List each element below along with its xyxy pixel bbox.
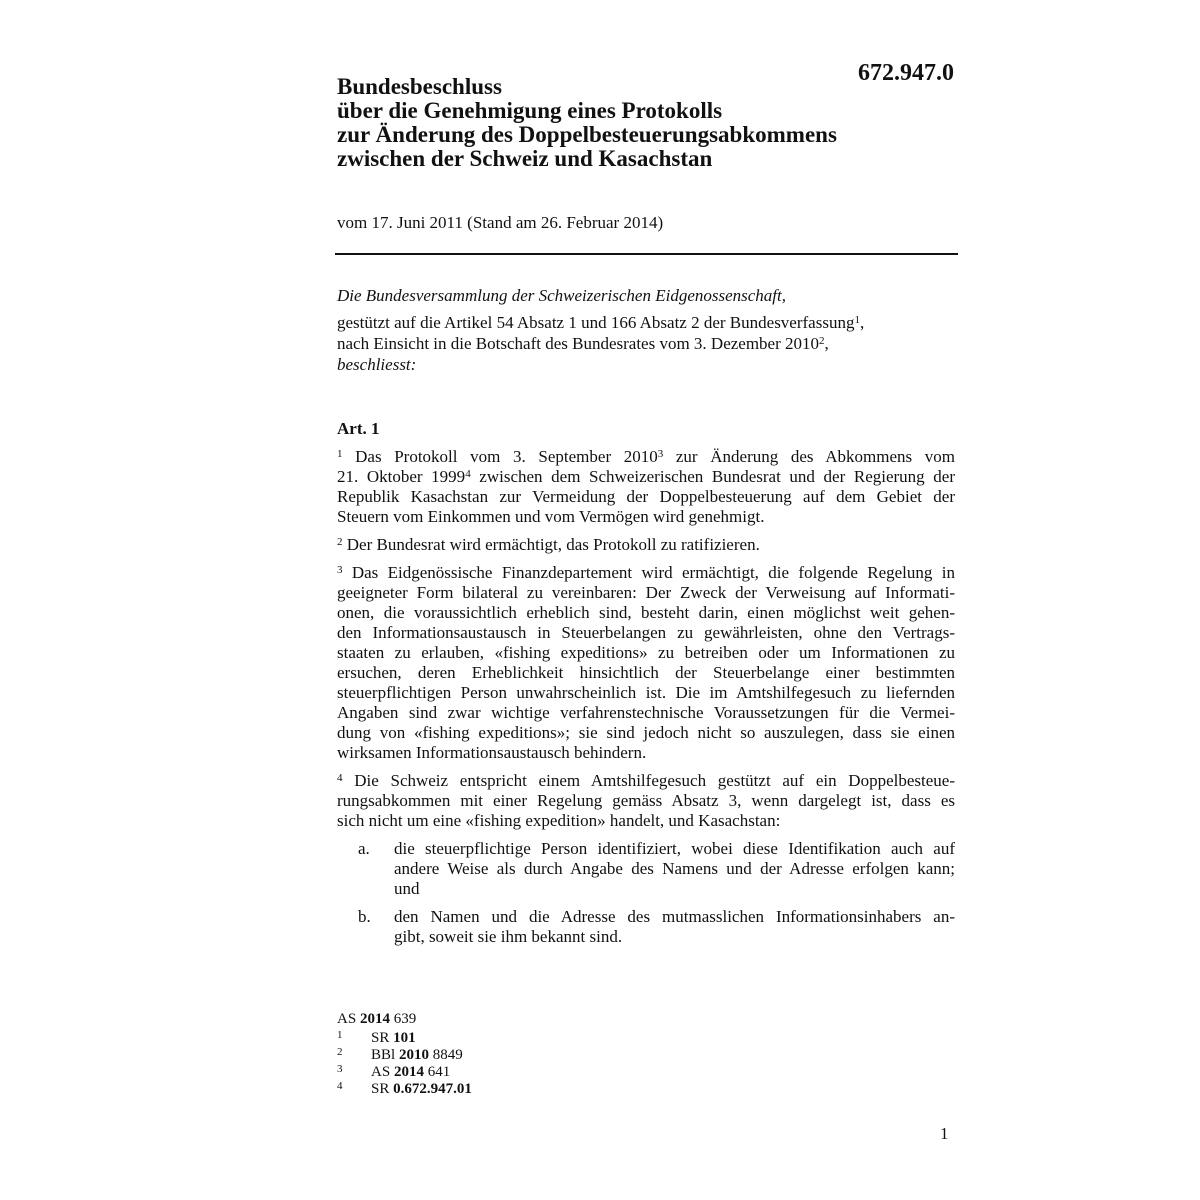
paragraph-3: $^3$ Das Eidgenössische Finanzdepartement wird ermächtigt, die folgende Regelung in geeigneter Form bilateral zu vereinbaren: Der Zweck der Verweisung auf Informati- onen, die voraussichtlich erheblich sind, besteht darin, einen möglichst weit gehen- den Informationsaustausch in Steuerbelangen zu gewährleisten, ohne den Vertrags- staaten zu erlauben, «fishing expeditions» zu betreiben oder um Informationen zu ersuchen, deren Erheblichkeit hinsichtlich der Steuerbelange einer bestimmten steuerpflichtigen Person unwahrscheinlich ist. Die im Amtshilfegesuch zu liefernden Angaben sind zwar wichtige verfahrenstechnische Voraussetzungen für die Vermei- dung von «fishing expeditions»; sie sind jedoch nicht so auszulegen, dass sie einen wirksamen Informationsaustausch behindern. xyxy=(337,563,955,762)
preamble-insight: nach Einsicht in die Botschaft des Bundesrates vom 3. Dezember 2010$^2$, xyxy=(337,334,829,353)
footnote-number: 3 xyxy=(337,1063,343,1075)
list-item: a. die steuerpflichtige Person identifiziert, wobei diese Identifikation auch auf andere Weise als durch Angabe des Namens und der Adresse erfolgen kann; und xyxy=(358,839,955,898)
sr-number: 672.947.0 xyxy=(858,60,954,86)
page-number: 1 xyxy=(940,1124,949,1143)
date-line: vom 17. Juni 2011 (Stand am 26. Februar 2014) xyxy=(337,213,664,232)
list-item: b. den Namen und die Adresse des mutmasslichen Informationsinhabers an- gibt, soweit sie ihm bekannt sind. xyxy=(358,907,955,946)
footnote-item: 3 AS 2014 641 xyxy=(337,1063,451,1080)
document-title xyxy=(337,75,897,171)
preamble-resolves: beschliesst: xyxy=(337,355,417,374)
footnote-ref: 4 xyxy=(465,468,471,480)
paragraph-2: $^2$ Der Bundesrat wird ermächtigt, das Protokoll zu ratifizieren. xyxy=(337,535,760,554)
paragraph-number: 2 xyxy=(337,536,343,548)
list-marker: a. xyxy=(358,839,370,858)
footnote-number: 2 xyxy=(337,1046,343,1058)
footnotes xyxy=(337,1011,472,1098)
paragraph-number: 3 xyxy=(337,564,343,576)
footnote-source: AS 2014 639 xyxy=(337,1011,417,1027)
list-marker: b. xyxy=(358,907,371,926)
footnote-number: 1 xyxy=(337,1029,343,1041)
title-line: Bundesbeschluss xyxy=(337,74,502,99)
article-heading: Art. 1 xyxy=(337,419,380,438)
condition-list xyxy=(337,839,955,947)
paragraph-1: $^1$ Das Protokoll vom 3. September 2010$^3$ zur Änderung des Abkommens vom 21. Oktober 1999$^4$ zwischen dem Schweizerischen Bundesrat und der Regierung der Republik Kasachstan zur Vermeidung der Doppelbesteuerung auf dem Gebiet der Steuern vom Einkommen und vom Vermögen wird genehmigt. xyxy=(337,447,955,526)
footnote-item: 1 SR 101 xyxy=(337,1029,416,1046)
preamble xyxy=(337,285,957,375)
preamble-basis: gestützt auf die Artikel 54 Absatz 1 und 166 Absatz 2 der Bundesverfassung$^1$, xyxy=(337,313,865,332)
footnote-ref: 3 xyxy=(657,448,664,460)
footnote-item: 4 SR 0.672.947.01 xyxy=(337,1080,472,1097)
footnote-ref: 1 xyxy=(854,314,860,326)
title-line: zwischen der Schweiz und Kasachstan xyxy=(337,146,713,171)
paragraph-number: 1 xyxy=(337,448,343,460)
paragraph-number: 4 xyxy=(337,772,343,784)
paragraph-4: $^4$ Die Schweiz entspricht einem Amtshilfegesuch gestützt auf ein Doppelbesteue- rungsabkommen mit einer Regelung gemäss Absatz 3, wenn dargelegt ist, dass es sich nicht um eine «fishing expedition» handelt, und Kasachstan: xyxy=(337,771,955,830)
footnote-number: 4 xyxy=(337,1080,343,1092)
article-1 xyxy=(337,419,955,955)
header-divider xyxy=(335,253,958,255)
footnote-ref: 2 xyxy=(819,335,825,347)
title-line: über die Genehmigung eines Protokolls xyxy=(337,98,723,123)
preamble-assembly: Die Bundesversammlung der Schweizerischen Eidgenossenschaft, xyxy=(337,286,786,305)
footnote-item: 2 BBl 2010 8849 xyxy=(337,1046,463,1063)
title-line: zur Änderung des Doppelbesteuerungsabkommens xyxy=(337,122,837,147)
